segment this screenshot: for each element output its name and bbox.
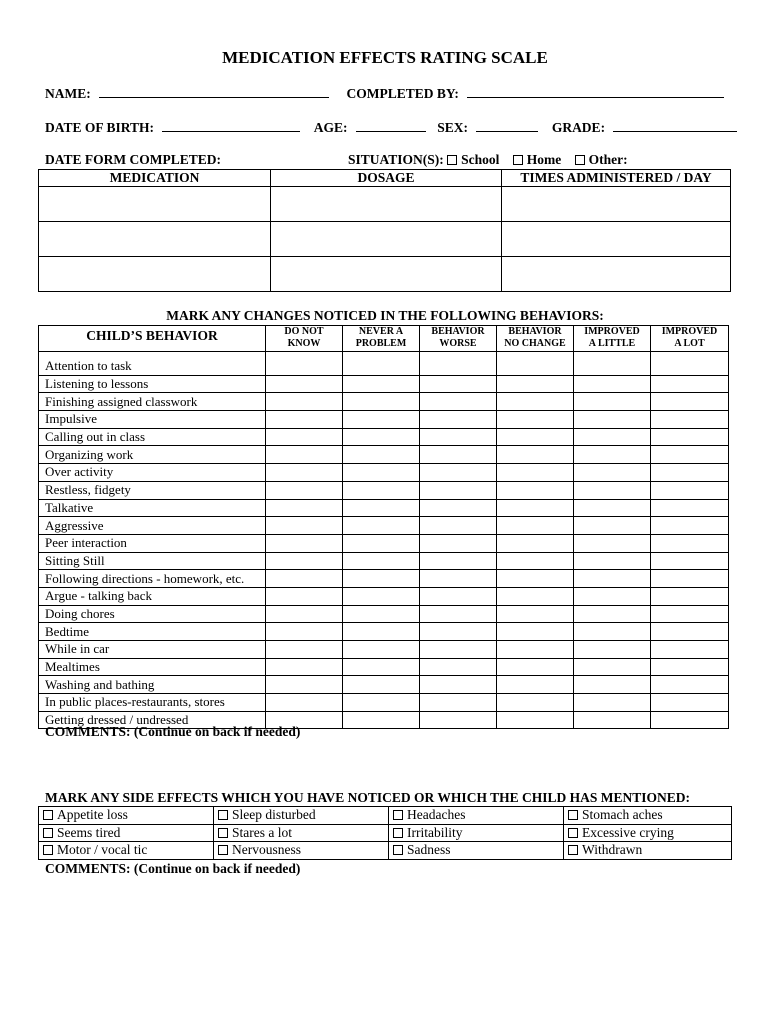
col-header-line: A LITTLE (588, 338, 636, 349)
rating-cell[interactable] (497, 552, 574, 570)
behavior-label: Bedtime (39, 623, 266, 641)
school-label: School (461, 152, 500, 167)
col-header-1 (343, 326, 420, 352)
side-effect-option[interactable] (39, 842, 214, 860)
rating-cell[interactable] (574, 711, 651, 729)
behavior-row (39, 446, 729, 464)
side-effect-option[interactable] (564, 824, 732, 842)
rating-cell[interactable] (651, 641, 729, 659)
rating-cell[interactable] (266, 570, 343, 588)
side-effect-label: Irritability (407, 824, 463, 840)
side-effect-label: Sadness (407, 842, 451, 858)
rating-cell[interactable] (497, 393, 574, 411)
dob-label: DATE OF BIRTH: (45, 120, 155, 135)
rating-cell[interactable] (651, 411, 729, 429)
rating-cell[interactable] (343, 711, 420, 729)
rating-cell[interactable] (343, 464, 420, 482)
behavior-row (39, 375, 729, 393)
rating-cell[interactable] (266, 428, 343, 446)
rating-cell[interactable] (420, 623, 497, 641)
side-effects-row (39, 824, 732, 842)
name-row (45, 86, 724, 102)
rating-cell[interactable] (651, 534, 729, 552)
side-effect-option[interactable] (214, 824, 389, 842)
times-cell[interactable] (502, 257, 731, 292)
rating-cell[interactable] (343, 393, 420, 411)
behavior-rows (39, 352, 729, 729)
rating-cell[interactable] (651, 481, 729, 499)
rating-cell[interactable] (574, 375, 651, 393)
rating-cell[interactable] (651, 694, 729, 712)
rating-cell[interactable] (343, 352, 420, 376)
rating-cell[interactable] (343, 481, 420, 499)
checkbox-icon[interactable] (43, 828, 53, 838)
situations-row (348, 152, 628, 168)
rating-cell[interactable] (651, 587, 729, 605)
medication-cell[interactable] (39, 222, 271, 257)
rating-cell[interactable] (651, 605, 729, 623)
behavior-label: Following directions - homework, etc. (39, 570, 266, 588)
rating-cell[interactable] (651, 428, 729, 446)
behavior-label: Talkative (39, 499, 266, 517)
behavior-label: Argue - talking back (39, 587, 266, 605)
age-label: AGE: (313, 120, 348, 135)
rating-cell[interactable] (574, 570, 651, 588)
rating-cell[interactable] (574, 481, 651, 499)
rating-cell[interactable] (497, 587, 574, 605)
side-effect-option[interactable] (214, 842, 389, 860)
rating-cell[interactable] (574, 676, 651, 694)
rating-cell[interactable] (420, 605, 497, 623)
rating-cell[interactable] (420, 428, 497, 446)
behavior-label: Calling out in class (39, 428, 266, 446)
checkbox-icon[interactable] (568, 845, 578, 855)
rating-cell[interactable] (266, 694, 343, 712)
other-label: Other: (588, 152, 628, 167)
rating-cell[interactable] (497, 464, 574, 482)
rating-cell[interactable] (574, 534, 651, 552)
behavior-label: Washing and bathing (39, 676, 266, 694)
behavior-label: Sitting Still (39, 552, 266, 570)
school-checkbox[interactable] (447, 155, 457, 165)
checkbox-icon[interactable] (568, 810, 578, 820)
col-header-line: DO NOT (284, 326, 324, 337)
checkbox-icon[interactable] (393, 845, 403, 855)
rating-cell[interactable] (266, 411, 343, 429)
rating-cell[interactable] (497, 658, 574, 676)
home-checkbox[interactable] (513, 155, 523, 165)
rating-cell[interactable] (343, 623, 420, 641)
rating-cell[interactable] (266, 464, 343, 482)
dob-row (45, 120, 737, 136)
rating-cell[interactable] (497, 499, 574, 517)
rating-cell[interactable] (343, 658, 420, 676)
behavior-row (39, 411, 729, 429)
rating-cell[interactable] (651, 658, 729, 676)
side-effects-comments-label: COMMENTS: (Continue on back if needed) (45, 861, 301, 876)
side-effect-option[interactable] (389, 842, 564, 860)
checkbox-icon[interactable] (218, 828, 228, 838)
rating-cell[interactable] (497, 428, 574, 446)
rating-cell[interactable] (420, 534, 497, 552)
rating-cell[interactable] (266, 352, 343, 376)
rating-cell[interactable] (420, 446, 497, 464)
rating-cell[interactable] (574, 658, 651, 676)
behavior-label: Restless, fidgety (39, 481, 266, 499)
col-header-4 (574, 326, 651, 352)
behavior-row (39, 694, 729, 712)
behavior-row (39, 481, 729, 499)
side-effects-row (39, 842, 732, 860)
rating-cell[interactable] (266, 552, 343, 570)
rating-cell[interactable] (574, 411, 651, 429)
checkbox-icon[interactable] (393, 810, 403, 820)
age-field[interactable] (356, 120, 426, 132)
side-effect-option[interactable] (39, 824, 214, 842)
side-effect-option[interactable] (564, 842, 732, 860)
checkbox-icon[interactable] (218, 845, 228, 855)
rating-cell[interactable] (574, 587, 651, 605)
rating-cell[interactable] (497, 676, 574, 694)
side-effect-label: Seems tired (57, 824, 121, 840)
rating-cell[interactable] (420, 517, 497, 535)
rating-cell[interactable] (651, 393, 729, 411)
rating-cell[interactable] (420, 552, 497, 570)
rating-cell[interactable] (574, 446, 651, 464)
rating-cell[interactable] (651, 446, 729, 464)
rating-cell[interactable] (420, 352, 497, 376)
rating-cell[interactable] (343, 552, 420, 570)
rating-cell[interactable] (343, 499, 420, 517)
dosage-cell[interactable] (271, 222, 502, 257)
rating-cell[interactable] (266, 641, 343, 659)
rating-cell[interactable] (420, 375, 497, 393)
rating-cell[interactable] (420, 711, 497, 729)
rating-cell[interactable] (266, 534, 343, 552)
checkbox-icon[interactable] (43, 810, 53, 820)
col-header-0 (266, 326, 343, 352)
rating-cell[interactable] (266, 605, 343, 623)
side-effect-label: Excessive crying (582, 824, 674, 840)
behavior-row (39, 428, 729, 446)
rating-cell[interactable] (343, 375, 420, 393)
behavior-comments-label: COMMENTS: (Continue on back if needed) (45, 724, 301, 739)
col-header-5 (651, 326, 729, 352)
rating-cell[interactable] (266, 393, 343, 411)
col-header-line: IMPROVED (584, 326, 640, 337)
medication-cell[interactable] (39, 187, 271, 222)
side-effect-option[interactable] (564, 807, 732, 825)
behaviors-heading: MARK ANY CHANGES NOTICED IN THE FOLLOWING BEHAVIORS: (166, 308, 604, 323)
side-effect-label: Withdrawn (582, 842, 643, 858)
rating-cell[interactable] (343, 446, 420, 464)
rating-cell[interactable] (497, 411, 574, 429)
behavior-row (39, 658, 729, 676)
rating-cell[interactable] (574, 552, 651, 570)
rating-cell[interactable] (651, 552, 729, 570)
rating-cell[interactable] (497, 641, 574, 659)
rating-cell[interactable] (574, 464, 651, 482)
col-header-line: WORSE (439, 338, 477, 349)
side-effect-label: Headaches (407, 807, 466, 823)
dosage-header: DOSAGE (271, 170, 502, 187)
behavior-label: Aggressive (39, 517, 266, 535)
behavior-row (39, 605, 729, 623)
dosage-cell[interactable] (271, 187, 502, 222)
side-effects-heading: MARK ANY SIDE EFFECTS WHICH YOU HAVE NOTICED OR WHICH THE CHILD HAS MENTIONED: (45, 790, 690, 805)
col-header-line: A LOT (674, 338, 705, 349)
checkbox-icon[interactable] (218, 810, 228, 820)
rating-cell[interactable] (420, 676, 497, 694)
behavior-label: Organizing work (39, 446, 266, 464)
rating-cell[interactable] (420, 499, 497, 517)
rating-cell[interactable] (574, 428, 651, 446)
medication-table (38, 169, 731, 292)
behavior-row (39, 570, 729, 588)
col-header-line: BEHAVIOR (431, 326, 485, 337)
rating-cell[interactable] (266, 623, 343, 641)
rating-cell[interactable] (497, 694, 574, 712)
rating-cell[interactable] (497, 352, 574, 376)
rating-cell[interactable] (420, 570, 497, 588)
side-effects-table (38, 806, 732, 860)
rating-cell[interactable] (497, 446, 574, 464)
behavior-label: Listening to lessons (39, 375, 266, 393)
behavior-row (39, 352, 729, 376)
behavior-row (39, 393, 729, 411)
rating-cell[interactable] (651, 676, 729, 694)
rating-cell[interactable] (574, 499, 651, 517)
name-label: NAME: (45, 86, 91, 101)
rating-cell[interactable] (266, 676, 343, 694)
behavior-row (39, 464, 729, 482)
side-effect-option[interactable] (389, 824, 564, 842)
col-header-line: BEHAVIOR (508, 326, 562, 337)
behavior-label: Peer interaction (39, 534, 266, 552)
rating-cell[interactable] (574, 641, 651, 659)
behavior-row (39, 499, 729, 517)
rating-cell[interactable] (651, 711, 729, 729)
behavior-label: Attention to task (39, 352, 266, 376)
behavior-label: Doing chores (39, 605, 266, 623)
rating-cell[interactable] (497, 623, 574, 641)
rating-cell[interactable] (574, 352, 651, 376)
times-header: TIMES ADMINISTERED / DAY (502, 170, 731, 187)
behavior-row (39, 641, 729, 659)
behavior-row (39, 587, 729, 605)
behavior-label: Over activity (39, 464, 266, 482)
rating-cell[interactable] (651, 375, 729, 393)
dosage-cell[interactable] (271, 257, 502, 292)
rating-cell[interactable] (651, 517, 729, 535)
rating-cell[interactable] (266, 517, 343, 535)
rating-cell[interactable] (497, 570, 574, 588)
col-header-line: NO CHANGE (504, 338, 566, 349)
medication-header: MEDICATION (39, 170, 271, 187)
date-completed-label: DATE FORM COMPLETED: (45, 152, 221, 167)
rating-cell[interactable] (574, 694, 651, 712)
rating-cell[interactable] (497, 711, 574, 729)
col-header-line: KNOW (287, 338, 321, 349)
rating-cell[interactable] (343, 570, 420, 588)
side-effect-label: Stares a lot (232, 824, 292, 840)
rating-cell[interactable] (266, 658, 343, 676)
rating-cell[interactable] (266, 499, 343, 517)
home-label: Home (526, 152, 562, 167)
rating-cell[interactable] (574, 605, 651, 623)
behavior-label: Getting dressed / undressed (39, 711, 266, 729)
side-effects-row (39, 807, 732, 825)
behavior-row (39, 623, 729, 641)
checkbox-icon[interactable] (393, 828, 403, 838)
medication-cell[interactable] (39, 257, 271, 292)
grade-field[interactable] (613, 120, 737, 132)
sex-field[interactable] (476, 120, 538, 132)
rating-cell[interactable] (574, 517, 651, 535)
rating-cell[interactable] (343, 694, 420, 712)
rating-cell[interactable] (343, 605, 420, 623)
rating-cell[interactable] (651, 352, 729, 376)
medication-row (39, 187, 731, 222)
rating-cell[interactable] (343, 641, 420, 659)
rating-cell[interactable] (343, 676, 420, 694)
rating-cell[interactable] (266, 446, 343, 464)
rating-cell[interactable] (420, 393, 497, 411)
behavior-table (38, 325, 729, 729)
rating-cell[interactable] (343, 411, 420, 429)
rating-cell[interactable] (420, 641, 497, 659)
side-effect-label: Motor / vocal tic (57, 842, 148, 858)
rating-cell[interactable] (266, 481, 343, 499)
rating-cell[interactable] (343, 587, 420, 605)
rating-cell[interactable] (420, 694, 497, 712)
behavior-label: While in car (39, 641, 266, 659)
other-checkbox[interactable] (575, 155, 585, 165)
side-effect-option[interactable] (214, 807, 389, 825)
rating-cell[interactable] (651, 623, 729, 641)
dob-field[interactable] (162, 120, 300, 132)
times-cell[interactable] (502, 222, 731, 257)
behavior-row (39, 676, 729, 694)
rating-cell[interactable] (420, 481, 497, 499)
col-header-3 (497, 326, 574, 352)
side-effect-label: Sleep disturbed (232, 807, 316, 823)
rating-cell[interactable] (266, 375, 343, 393)
rating-cell[interactable] (651, 570, 729, 588)
checkbox-icon[interactable] (568, 828, 578, 838)
rating-cell[interactable] (651, 499, 729, 517)
rating-cell[interactable] (343, 428, 420, 446)
situations-label: SITUATION(S): (348, 152, 444, 167)
rating-cell[interactable] (343, 517, 420, 535)
checkbox-icon[interactable] (43, 845, 53, 855)
rating-cell[interactable] (497, 534, 574, 552)
behavior-label: Finishing assigned classwork (39, 393, 266, 411)
rating-cell[interactable] (574, 393, 651, 411)
side-effect-option[interactable] (39, 807, 214, 825)
rating-cell[interactable] (497, 605, 574, 623)
form-title: MEDICATION EFFECTS RATING SCALE (222, 48, 548, 67)
childs-behavior-header: CHILD’S BEHAVIOR (39, 326, 266, 352)
medication-row (39, 222, 731, 257)
behavior-label: In public places-restaurants, stores (39, 694, 266, 712)
rating-cell[interactable] (651, 464, 729, 482)
col-header-line: IMPROVED (661, 326, 718, 337)
rating-cell[interactable] (497, 517, 574, 535)
rating-cell[interactable] (266, 587, 343, 605)
side-effect-label: Nervousness (232, 842, 301, 858)
behavior-row (39, 517, 729, 535)
sex-label: SEX: (437, 120, 469, 135)
side-effect-option[interactable] (389, 807, 564, 825)
side-effect-label: Stomach aches (582, 807, 663, 823)
medication-row (39, 257, 731, 292)
col-header-2 (420, 326, 497, 352)
completed-by-label: COMPLETED BY: (346, 86, 459, 101)
side-effect-label: Appetite loss (57, 807, 128, 823)
rating-cell[interactable] (420, 658, 497, 676)
grade-label: GRADE: (551, 120, 606, 135)
rating-cell[interactable] (420, 464, 497, 482)
rating-cell[interactable] (574, 623, 651, 641)
rating-cell[interactable] (343, 534, 420, 552)
behavior-row (39, 534, 729, 552)
rating-cell[interactable] (497, 375, 574, 393)
col-header-line: PROBLEM (355, 338, 407, 349)
behavior-row (39, 552, 729, 570)
col-header-line: NEVER A (358, 326, 404, 337)
rating-cell[interactable] (497, 481, 574, 499)
behavior-label: Impulsive (39, 411, 266, 429)
times-cell[interactable] (502, 187, 731, 222)
name-field[interactable] (99, 86, 329, 98)
rating-cell[interactable] (420, 411, 497, 429)
completed-by-field[interactable] (467, 86, 724, 98)
behavior-label: Mealtimes (39, 658, 266, 676)
rating-cell[interactable] (420, 587, 497, 605)
